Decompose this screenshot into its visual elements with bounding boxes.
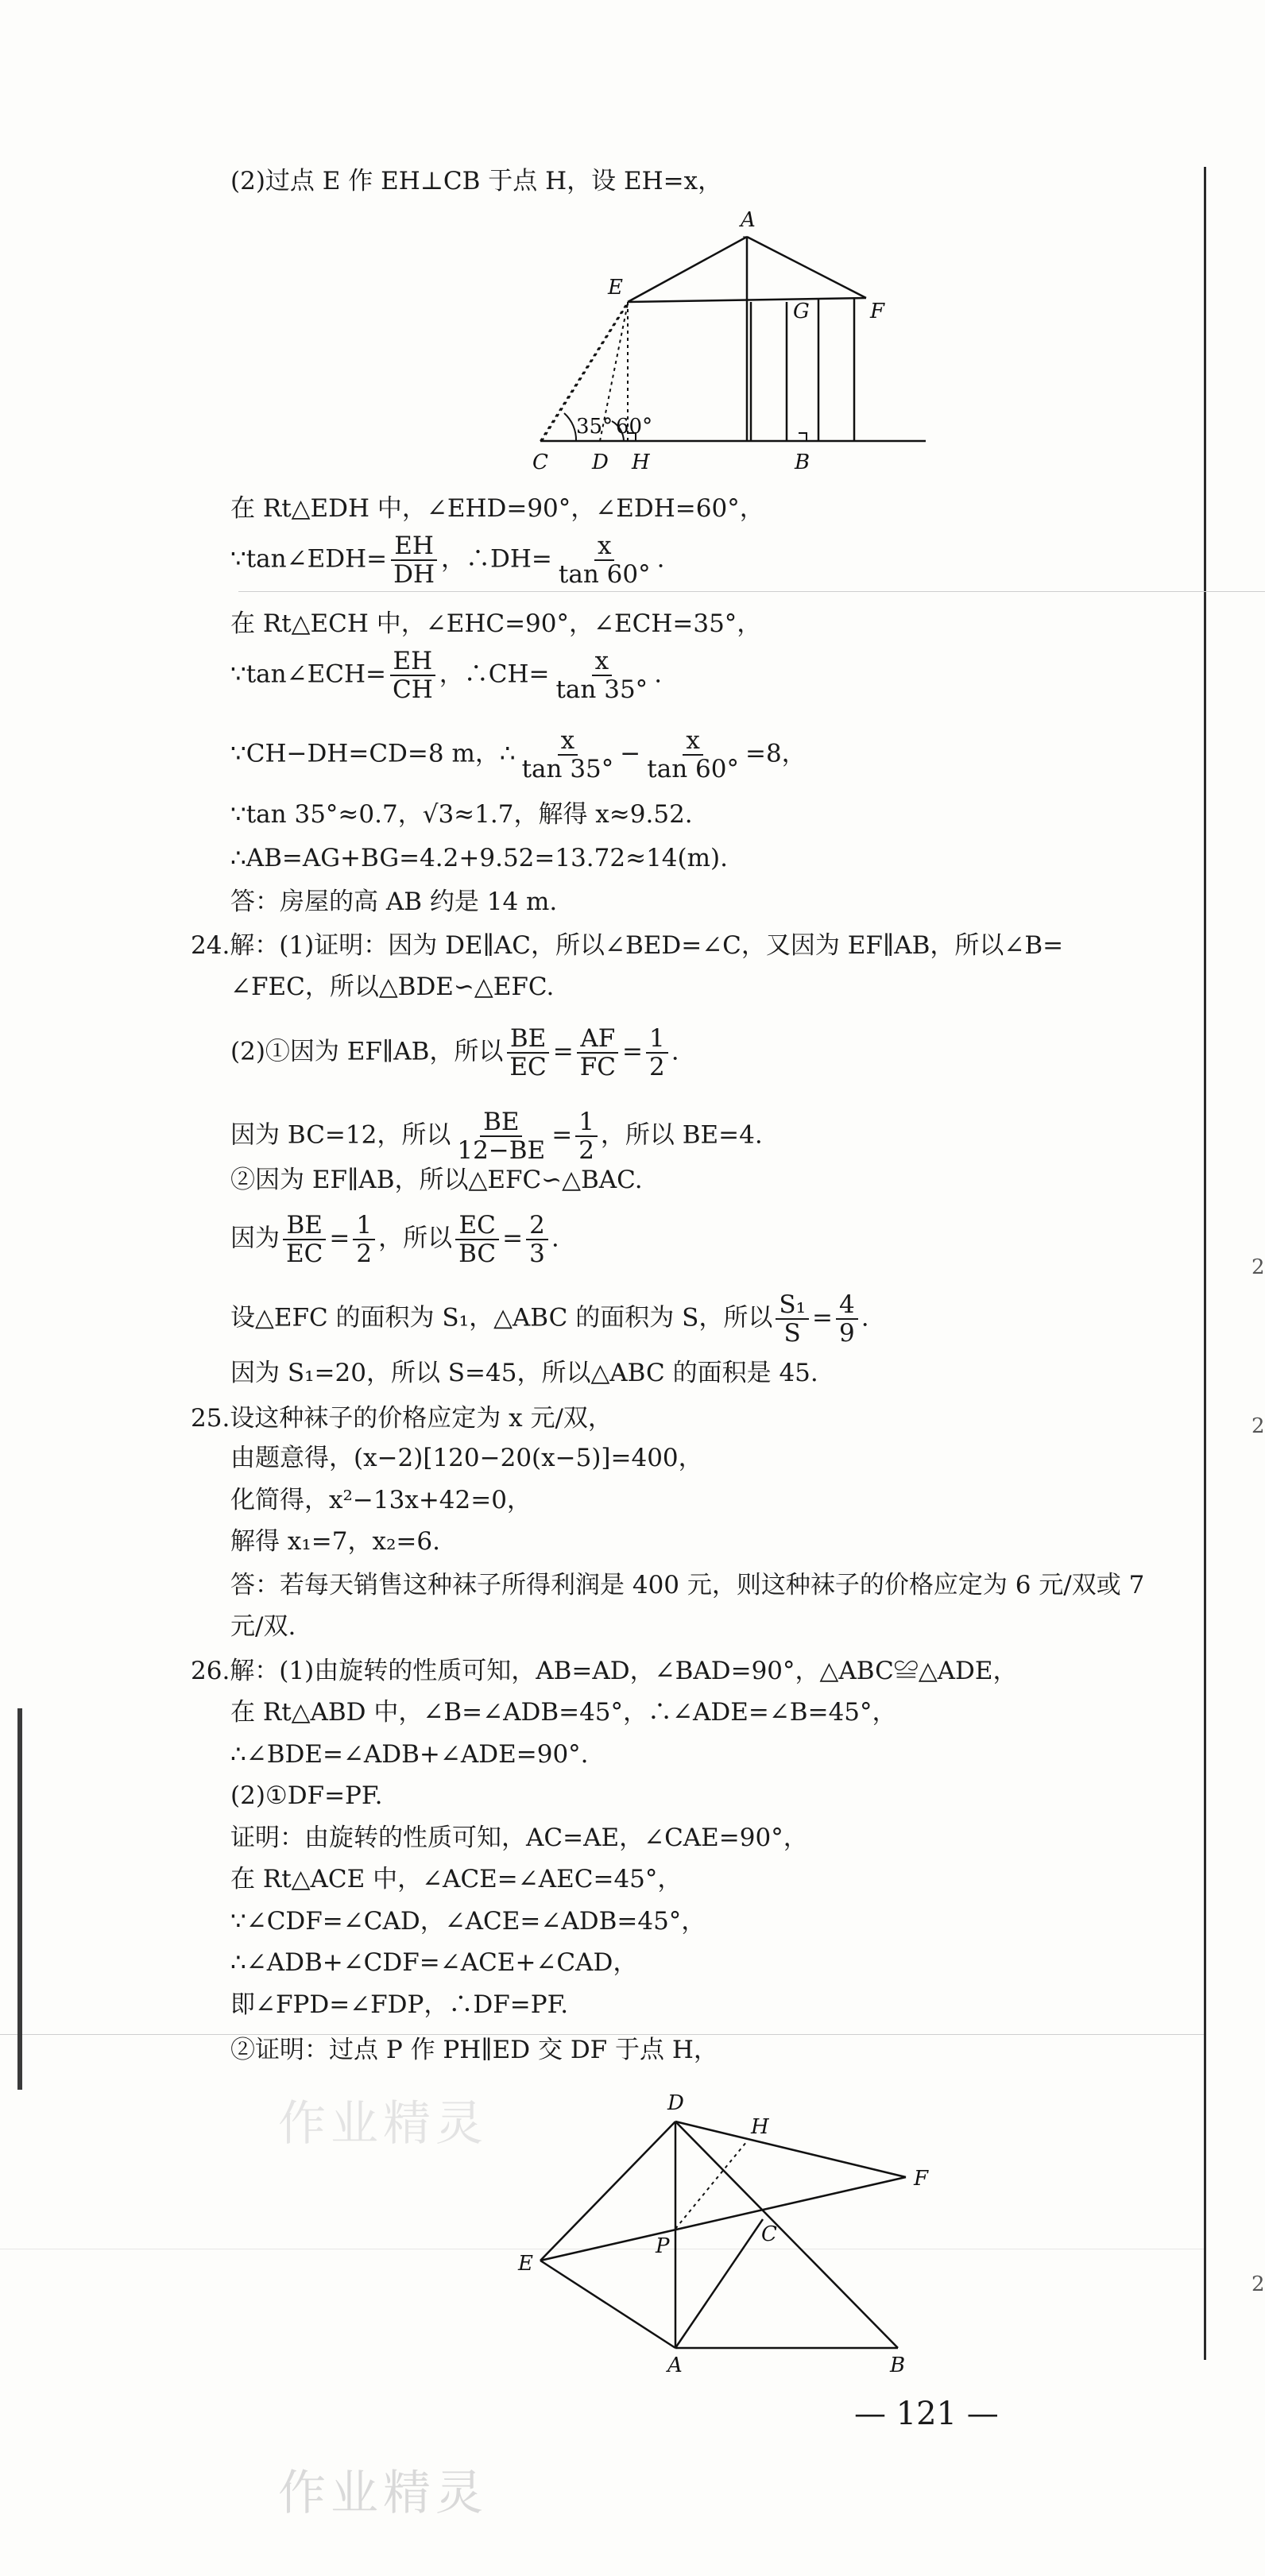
edge-mark: 2 [1251, 1414, 1265, 1438]
fig2-label-C: C [761, 2222, 777, 2246]
q26-line1: 26.解：(1)由旋转的性质可知，AB=AD，∠BAD=90°，△ABC≌△ADE， [191, 1657, 1018, 1685]
q26-line4: (2)①DF=PF. [230, 1781, 383, 1810]
q25-line6: 元/双. [230, 1612, 296, 1641]
label-60: 60° [616, 415, 653, 439]
fig2-label-A: A [667, 2354, 683, 2372]
seg-DB [675, 2122, 898, 2348]
part2-line2: ∵tan∠EDH= $\frac{EH}{DH}$ ，∴DH= $\frac{x}{\tan 60^\circ}$ . [230, 532, 665, 589]
q26-line8: ∴∠ADB+∠CDF=∠ACE+∠CAD， [230, 1948, 638, 1977]
page-number: — 121 — [854, 2396, 999, 2432]
label-F: F [870, 300, 885, 323]
q24-line7: 设△EFC 的面积为 S₁，△ABC 的面积为 S，所以 $\frac{\text{S₁}}{S}$ = $\frac{4}{9}$ . [230, 1290, 869, 1348]
q26-line2: 在 Rt△ABD 中，∠B=∠ADB=45°，∴∠ADE=∠B=45°， [230, 1698, 897, 1727]
q24-line5: ②因为 EF∥AB，所以△EFC∽△BAC. [230, 1166, 643, 1194]
roof-right-edge [747, 237, 866, 298]
q24-line6: 因为 $\frac{BE}{EC}$ = $\frac{1}{2}$ ，所以 $\frac{EC}{BC}$ = $\frac{2}{3}$ . [230, 1211, 559, 1268]
fig2-label-P: P [656, 2234, 670, 2258]
q24-line1: 24.解：(1)证明：因为 DE∥AC，所以∠BED=∠C，又因为 EF∥AB，所以∠B= [191, 931, 1064, 960]
part2-line3: 在 Rt△ECH 中，∠EHC=90°，∠ECH=35°， [230, 609, 762, 638]
q24-line2: ∠FEC，所以△BDE∽△EFC. [230, 973, 555, 1001]
label-G: G [793, 300, 810, 323]
label-H: H [632, 451, 650, 474]
fig2-label-B: B [890, 2354, 906, 2372]
label-A: A [741, 208, 756, 232]
label-E: E [608, 276, 623, 300]
roof-left-edge [628, 237, 747, 302]
seg-EF [540, 2177, 906, 2261]
seg-EA [540, 2261, 675, 2348]
q25-line5: 答：若每天销售这种袜子所得利润是 400 元，则这种袜子的价格应定为 6 元/双或 7 [230, 1571, 1145, 1599]
part2-line1: 在 Rt△EDH 中，∠EHD=90°，∠EDH=60°， [230, 494, 764, 523]
house-figure [532, 203, 946, 489]
label-C: C [532, 451, 548, 474]
scan-edge-mark [17, 1708, 22, 2090]
right-angle-B [799, 433, 807, 441]
part2-line8: 答：房屋的高 AB 约是 14 m. [230, 888, 558, 916]
q24-line4: 因为 BC=12，所以 $\frac{BE}{12-BE}$ = $\frac{1}{2}$ ，所以 BE=4. [230, 1108, 763, 1165]
q25-line3: 化简得，x²−13x+42=0， [230, 1486, 532, 1514]
seg-AC [675, 2219, 763, 2348]
watermark: 作业精灵 [278, 2096, 488, 2152]
part2-line4: ∵tan∠ECH= $\frac{EH}{CH}$ ，∴CH= $\frac{x}{\tan 35^\circ}$ . [230, 647, 663, 704]
q24-line8: 因为 S₁=20，所以 S=45，所以△ABC 的面积是 45. [230, 1359, 818, 1387]
q24-line3: (2)①因为 EF∥AB，所以 $\frac{BE}{EC}$ = $\frac{AF}{FC}$ = $\frac{1}{2}$ . [230, 1024, 679, 1081]
label-35: 35° [576, 415, 613, 439]
section-divider [238, 591, 1265, 592]
q26-line10: ②证明：过点 P 作 PH∥ED 交 DF 于点 H， [230, 2036, 718, 2064]
q25-line1: 25.设这种袜子的价格应定为 x 元/双， [191, 1404, 613, 1433]
fig2-label-H: H [751, 2115, 769, 2139]
part2-line7: ∴AB=AG+BG=4.2+9.52=13.72≈14(m). [230, 844, 728, 872]
q25-line2: 由题意得，(x−2)[120−20(x−5)]=400， [230, 1444, 703, 1472]
label-B: B [795, 451, 810, 474]
seg-DF [675, 2122, 906, 2177]
part2-line5: ∵CH−DH=CD=8 m，∴ $\frac{x}{\tan 35^\circ}$ − $\frac{x}{\tan 60^\circ}$ =8， [230, 726, 807, 783]
fig2-label-E: E [518, 2252, 533, 2276]
q26-line5: 证明：由旋转的性质可知，AC=AE，∠CAE=90°， [230, 1824, 808, 1852]
margin-bar [1204, 167, 1206, 2360]
watermark: 作业精灵 [278, 2466, 488, 2521]
fig2-label-F: F [914, 2167, 929, 2191]
q26-line3: ∴∠BDE=∠ADB+∠ADE=90°. [230, 1740, 589, 1769]
part2-line6: ∵tan 35°≈0.7，√3≈1.7，解得 x≈9.52. [230, 800, 693, 829]
label-D: D [592, 451, 609, 474]
q26-line9: 即∠FPD=∠FDP，∴DF=PF. [230, 1990, 569, 2019]
q25-line4: 解得 x₁=7，x₂=6. [230, 1527, 440, 1556]
arc-35 [564, 413, 576, 441]
rotation-figure [509, 2086, 954, 2372]
part2-intro: (2)过点 E 作 EH⊥CB 于点 H，设 EH=x， [230, 167, 723, 195]
edge-mark: 2 [1251, 2272, 1265, 2296]
q26-line6: 在 Rt△ACE 中，∠ACE=∠AEC=45°， [230, 1865, 683, 1893]
edge-mark: 2 [1251, 1255, 1265, 1279]
fig2-label-D: D [667, 2091, 684, 2115]
q26-line7: ∵∠CDF=∠CAD，∠ACE=∠ADB=45°， [230, 1907, 706, 1936]
